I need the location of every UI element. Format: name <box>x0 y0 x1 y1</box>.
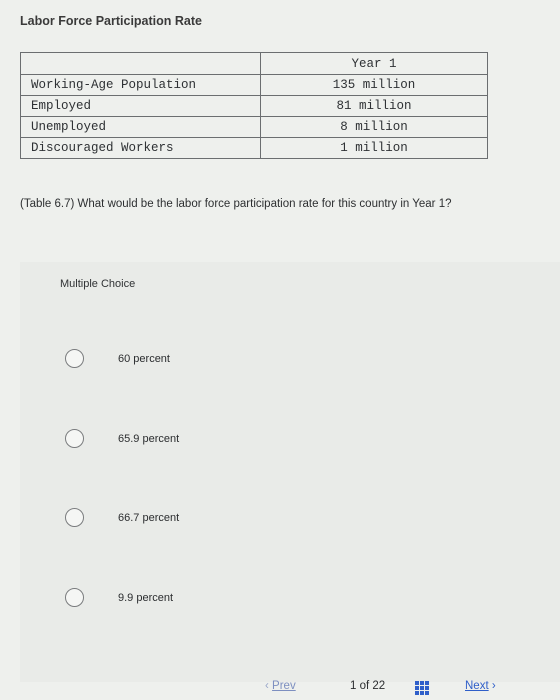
answer-option-label: 65.9 percent <box>118 432 180 445</box>
chevron-left-icon: ‹ <box>265 680 269 692</box>
counter-of: of <box>359 680 370 692</box>
prev-button[interactable] <box>265 680 296 692</box>
multiple-choice-panel <box>20 262 560 682</box>
radio-button-icon[interactable] <box>65 588 84 607</box>
table-row <box>21 96 488 117</box>
answer-option-2[interactable] <box>65 429 179 448</box>
table-cell-label: Working-Age Population <box>21 75 261 96</box>
question-navigation <box>265 680 525 698</box>
answer-option-3[interactable] <box>65 508 179 527</box>
table-cell-value: 1 million <box>261 138 488 159</box>
next-label: Next <box>465 680 489 692</box>
table-row <box>21 75 488 96</box>
table-cell-value: 8 million <box>261 117 488 138</box>
multiple-choice-label: Multiple Choice <box>60 278 136 290</box>
table-cell-label: Discouraged Workers <box>21 138 261 159</box>
table-header-cell <box>21 53 261 75</box>
page-title: Labor Force Participation Rate <box>20 14 202 28</box>
table-header-row <box>21 53 488 75</box>
table-cell-label: Unemployed <box>21 117 261 138</box>
question-text: (Table 6.7) What would be the labor force participation rate for this country in Year 1? <box>20 198 452 210</box>
chevron-right-icon: › <box>491 680 496 692</box>
answer-option-1[interactable] <box>65 349 170 368</box>
data-table <box>20 52 488 159</box>
answer-option-label: 66.7 percent <box>118 511 180 524</box>
radio-button-icon[interactable] <box>65 429 84 448</box>
prev-label: Prev <box>272 680 296 692</box>
grid-icon[interactable] <box>415 681 429 695</box>
table-row <box>21 138 488 159</box>
next-button[interactable] <box>465 680 496 692</box>
radio-button-icon[interactable] <box>65 349 84 368</box>
table-cell-label: Employed <box>21 96 261 117</box>
table-header-cell: Year 1 <box>261 53 488 75</box>
radio-button-icon[interactable] <box>65 508 84 527</box>
answer-option-4[interactable] <box>65 588 173 607</box>
counter-total: 22 <box>372 680 386 692</box>
table-cell-value: 81 million <box>261 96 488 117</box>
table-row <box>21 117 488 138</box>
answer-option-label: 9.9 percent <box>118 591 174 604</box>
table-cell-value: 135 million <box>261 75 488 96</box>
counter-current: 1 <box>350 680 357 692</box>
answer-option-label: 60 percent <box>118 352 170 365</box>
question-counter <box>350 680 385 692</box>
